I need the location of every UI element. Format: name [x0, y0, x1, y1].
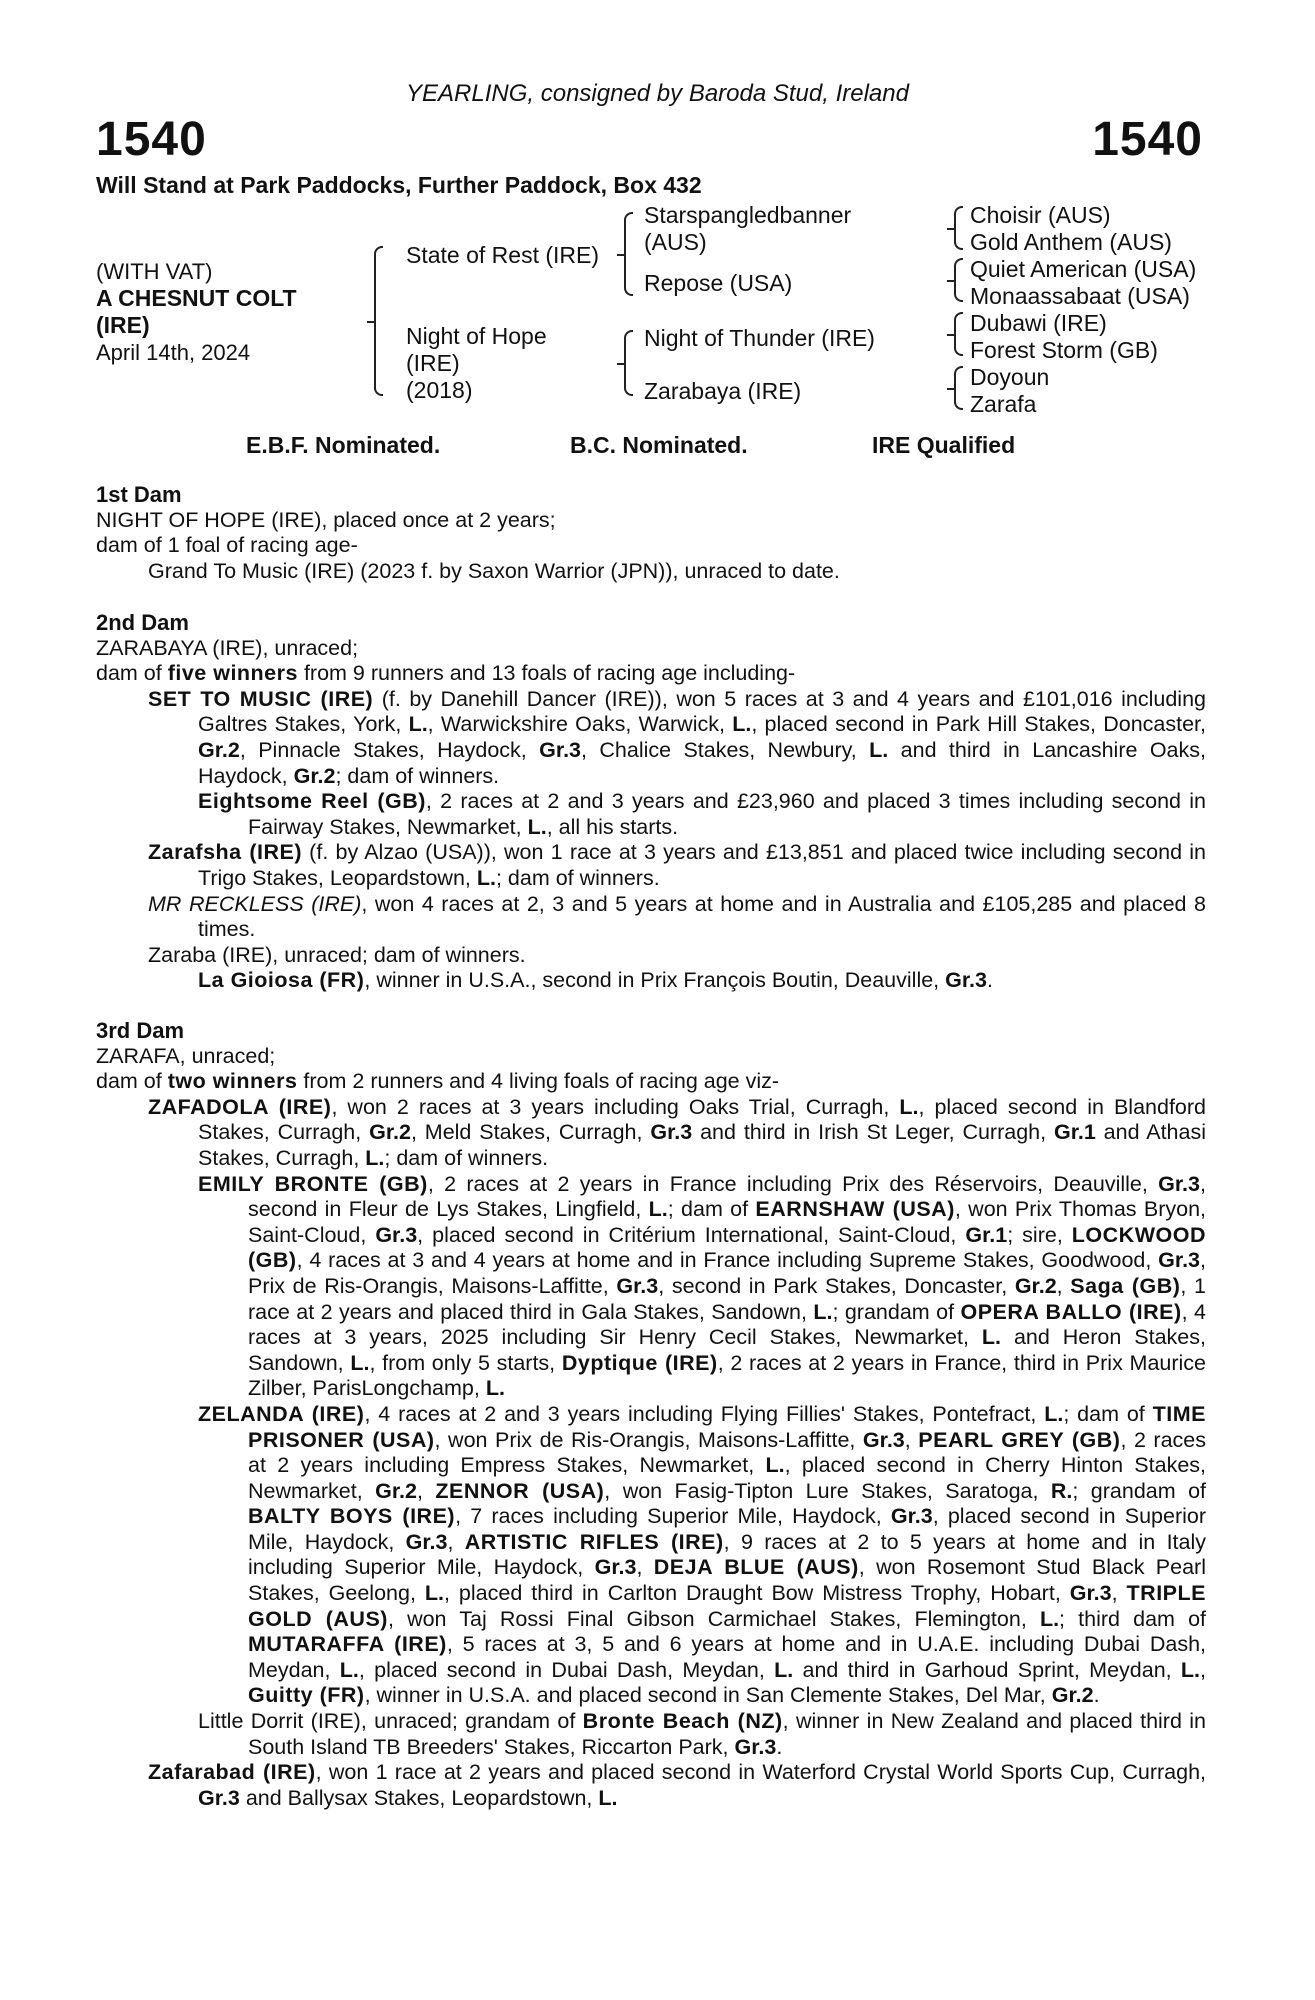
second-dam-section: [96, 610, 1206, 994]
consignor-subtitle: YEARLING, consigned by Baroda Stud, Ireland: [406, 80, 909, 107]
pedigree-g5: Dubawi (IRE): [970, 310, 1107, 336]
pedigree-g3: Quiet American (USA): [970, 256, 1197, 282]
first-dam-line: dam of 1 foal of racing age-: [96, 533, 358, 558]
horse-dob: April 14th, 2024: [96, 340, 251, 365]
vat-note: (WITH VAT): [96, 259, 213, 284]
pedigree-g8: Zarafa: [970, 391, 1037, 417]
pedigree-sire-dam: Repose (USA): [644, 270, 793, 296]
pedigree-g4: Monaassabaat (USA): [970, 283, 1190, 309]
produce-entry: ZELANDA (IRE), 4 races at 2 and 3 years including Flying Fillies' Stakes, Pontefract, L.; dam of TIME PRISONER (USA), won Prix de Ris-Orangis, Maisons-Laffitte, Gr.3, PEARL GREY (GB), 2 races at 2 years including Empress Stakes, Newmarket, L., placed second in Cherry Hinton Stakes, Newmarket, Gr.2, ZENNOR (USA), won Fasig-Tipton Lure Stakes, Saratoga, R.; grandam of BALTY BOYS (IRE), 7 races including Superior Mile, Haydock, Gr.3, placed second in Superior Mile, Haydock, Gr.3, ARTISTIC RIFLES (IRE), 9 races at 2 to 5 years at home and in Italy including Superior Mile, Haydock, Gr.3, DEJA BLUE (AUS), won Rosemont Stud Black Pearl Stakes, Geelong, L., placed third in Carlton Draught Bow Mistress Trophy, Hobart, Gr.3, TRIPLE GOLD (AUS), won Taj Rossi Final Gibson Carmichael Stakes, Flemington, L.; third dam of MUTARAFFA (IRE), 5 races at 3, 5 and 6 years at home and in U.A.E. including Dubai Dash, Meydan, L., placed second in Dubai Dash, Meydan, L. and third in Garhoud Sprint, Meydan, L., Guitty (FR), winner in U.S.A. and placed second in San Clemente Stakes, Del Mar, Gr.2.: [198, 1401, 1207, 1708]
produce-entry: Eightsome Reel (GB), 2 races at 2 and 3 years and £23,960 and placed 3 times including second in Fairway Stakes, Newmarket, L., all his starts.: [198, 789, 1206, 839]
produce-entry: ZAFADOLA (IRE), won 2 races at 3 years including Oaks Trial, Curragh, L., placed second in Blandford Stakes, Curragh, Gr.2, Meld Stakes, Curragh, Gr.3 and third in Irish St Leger, Curragh, Gr.1 and Athasi Stakes, Curragh, L.; dam of winners.: [148, 1094, 1206, 1170]
brace-g1: [954, 206, 963, 250]
produce-entry: MR RECKLESS (IRE), won 4 races at 2, 3 and 5 years at home and in Australia and £105,285 and placed 8 times.: [148, 891, 1206, 942]
pedigree-dam-sire: Night of Thunder (IRE): [644, 325, 875, 351]
pedigree-dam-dam: Zarabaya (IRE): [644, 378, 802, 404]
lot-number-right: 1540: [1092, 113, 1203, 166]
third-dam-line: ZARAFA, unraced;: [96, 1043, 276, 1068]
pedigree-g6: Forest Storm (GB): [970, 337, 1158, 363]
first-dam-line: NIGHT OF HOPE (IRE), placed once at 2 years;: [96, 507, 556, 532]
brace-dam: [624, 330, 633, 396]
first-dam-section: [96, 482, 1206, 584]
pedigree-g2: Gold Anthem (AUS): [970, 229, 1172, 255]
pedigree-g1: Choisir (AUS): [970, 202, 1111, 228]
produce-entry: La Gioiosa (FR), winner in U.S.A., second in Prix François Boutin, Deauville, Gr.3.: [198, 968, 993, 993]
pedigree-sire-sire: Starspangledbanner (AUS): [644, 202, 852, 255]
second-dam-heading: 2nd Dam: [96, 610, 189, 635]
brace-g4: [954, 366, 963, 410]
ebf-nomination: E.B.F. Nominated.: [246, 432, 441, 458]
horse-info: [96, 258, 297, 366]
pedigree-dam: Night of Hope (IRE) (2018): [406, 323, 547, 403]
produce-entry: SET TO MUSIC (IRE) (f. by Danehill Dancer (IRE)), won 5 races at 3 and 4 years and £101,016 including Galtres Stakes, York, L., Warwickshire Oaks, Warwick, L., placed second in Park Hill Stakes, Doncaster, Gr.2, Pinnacle Stakes, Haydock, Gr.3, Chalice Stakes, Newbury, L. and third in Lancashire Oaks, Haydock, Gr.2; dam of winners.: [148, 686, 1206, 788]
produce-entry: Zafarabad (IRE), won 1 race at 2 years and placed second in Waterford Crystal World Sports Cup, Curragh, Gr.3 and Ballysax Stakes, Leopardstown, L.: [148, 1760, 1207, 1810]
first-dam-produce: Grand To Music (IRE) (2023 f. by Saxon Warrior (JPN)), unraced to date.: [148, 558, 840, 583]
brace-g2: [954, 258, 963, 302]
pedigree-g7: Doyoun: [970, 364, 1050, 390]
produce-entry: Zaraba (IRE), unraced; dam of winners.: [148, 942, 526, 967]
stand-location: Will Stand at Park Paddocks, Further Paddock, Box 432: [96, 172, 702, 198]
pedigree-sire: State of Rest (IRE): [406, 242, 600, 268]
first-dam-heading: 1st Dam: [96, 482, 182, 507]
third-dam-section: [96, 1018, 1206, 1811]
produce-entry: Zarafsha (IRE) (f. by Alzao (USA)), won 1 race at 3 years and £13,851 and placed twice including second in Trigo Stakes, Leopardstown, L.; dam of winners.: [148, 840, 1206, 890]
brace-g3: [954, 312, 963, 356]
produce-entry: EMILY BRONTE (GB), 2 races at 2 years in France including Prix des Réservoirs, Deauville, Gr.3, second in Fleur de Lys Stakes, Lingfield, L.; dam of EARNSHAW (USA), won Prix Thomas Bryon, Saint-Cloud, Gr.3, placed second in Critérium International, Saint-Cloud, Gr.1; sire, LOCKWOOD (GB), 4 races at 3 and 4 years at home and in France including Supreme Stakes, Goodwood, Gr.3, Prix de Ris-Orangis, Maisons-Laffitte, Gr.3, second in Park Stakes, Doncaster, Gr.2, Saga (GB), 1 race at 2 years and placed third in Gala Stakes, Sandown, L.; grandam of OPERA BALLO (IRE), 4 races at 3 years, 2025 including Sir Henry Cecil Stakes, Newmarket, L. and Heron Stakes, Sandown, L., from only 5 starts, Dyptique (IRE), 2 races at 2 years in France, third in Prix Maurice Zilber, ParisLongchamp, L.: [198, 1171, 1207, 1401]
brace-gen1: [374, 246, 383, 396]
second-dam-line: dam of five winners from 9 runners and 13 foals of racing age including-: [96, 661, 796, 686]
lot-number-left: 1540: [96, 113, 207, 166]
third-dam-line: dam of two winners from 2 runners and 4 living foals of racing age viz-: [96, 1069, 780, 1094]
brace-sire: [624, 212, 633, 296]
horse-origin: (IRE): [96, 312, 150, 338]
horse-name: A CHESNUT COLT: [96, 285, 297, 311]
ire-qualified: IRE Qualified: [872, 432, 1016, 458]
produce-entry: Little Dorrit (IRE), unraced; grandam of Bronte Beach (NZ), winner in New Zealand and placed third in South Island TB Breeders' Stakes, Riccarton Park, Gr.3.: [198, 1709, 1207, 1759]
second-dam-line: ZARABAYA (IRE), unraced;: [96, 635, 359, 660]
third-dam-heading: 3rd Dam: [96, 1018, 185, 1043]
bc-nomination: B.C. Nominated.: [570, 432, 748, 458]
